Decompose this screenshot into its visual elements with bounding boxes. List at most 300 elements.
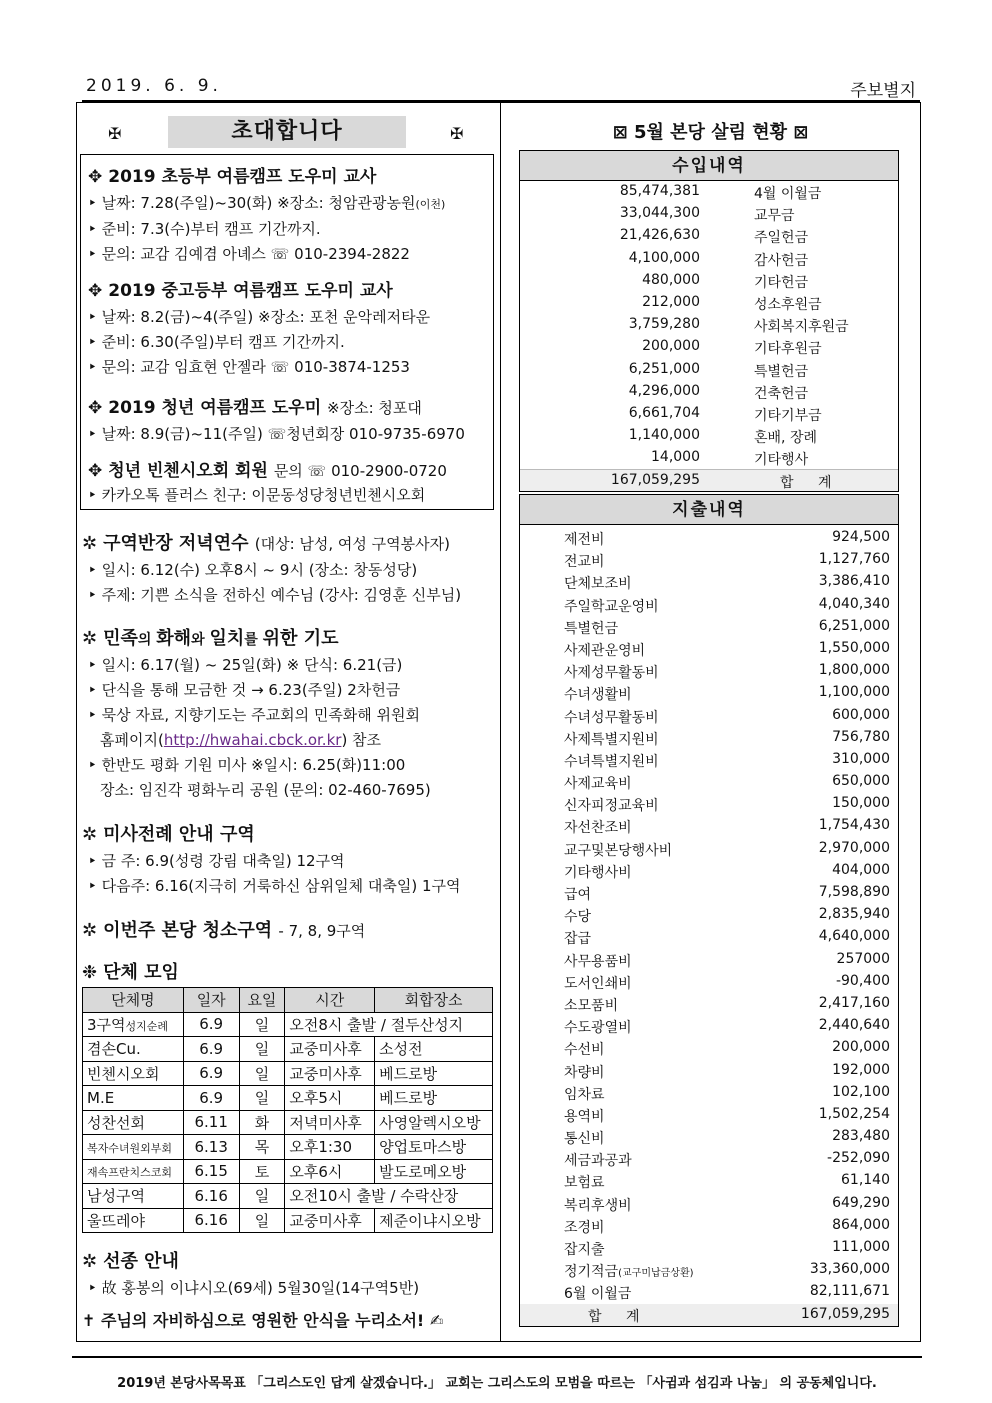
- expense-row: [520, 1193, 898, 1215]
- expense-amount: 310,000: [832, 750, 890, 767]
- expense-name-text: 사제관운영비: [564, 642, 646, 659]
- expense-row: [520, 616, 898, 638]
- expense-row: [520, 682, 898, 704]
- group-time: 저녁미사후: [285, 1110, 375, 1135]
- group-place: 사영알렉시오방: [375, 1110, 493, 1135]
- income-name: 기타후원금: [754, 341, 822, 358]
- expense-row: [520, 749, 898, 771]
- expense-name: [564, 795, 659, 815]
- expense-row: [520, 1015, 898, 1037]
- expense-name: [564, 751, 659, 771]
- expense-name: [564, 662, 659, 682]
- table-row: [83, 1110, 493, 1135]
- expense-name-text: 정기적금: [564, 1264, 619, 1281]
- expense-name-text: 자선찬조비: [564, 820, 632, 837]
- group-date: 6.13: [183, 1135, 239, 1160]
- group-name-cell: [83, 1159, 184, 1184]
- group-name: 빈첸시오회: [87, 1064, 160, 1083]
- expense-name-text: 단체보조비: [564, 576, 632, 593]
- income-name: 기타기부금: [754, 407, 822, 424]
- section-obituary: [82, 1247, 419, 1301]
- expense-name: [564, 1239, 605, 1259]
- income-amount: 6,251,000: [628, 360, 700, 377]
- section-cleaning-district: [82, 916, 365, 942]
- section-title: 단체 모임: [103, 962, 179, 983]
- table-row: [83, 1012, 493, 1037]
- section-liturgy-district: [82, 820, 460, 899]
- table-row: [83, 1208, 493, 1233]
- candle-icon: ✝: [82, 1311, 96, 1330]
- expense-name: [564, 906, 591, 926]
- prep-line: ‣ 준비: 6.30(주일)부터 캠프 기간까지.: [88, 333, 345, 351]
- expense-total-row: [520, 1304, 898, 1326]
- group-day: 화: [239, 1110, 285, 1135]
- income-name: 특별헌금: [754, 363, 809, 380]
- group-time-place: 오전8시 출발 / 절두산성지: [285, 1012, 493, 1037]
- materials-line: ‣ 묵상 자료, 지향기도는 주교회의 민족화해 위원회: [88, 706, 421, 724]
- cross-mark-icon: ✥: [88, 167, 103, 187]
- group-day: 토: [239, 1159, 285, 1184]
- income-total-label: 합 계: [780, 475, 842, 492]
- expense-name-text: 교구및본당행사비: [564, 842, 673, 859]
- venue-line: 장소: 임진각 평화누리 공원 (문의: 02-460-7695): [100, 781, 431, 799]
- expense-amount: 1,800,000: [818, 662, 890, 679]
- finance-title: [500, 118, 921, 144]
- finance-title-text: 5월 본당 살림 현황: [633, 122, 788, 143]
- prayer-text: 주님의 자비하심으로 영원한 안식을 누리소서!: [100, 1311, 425, 1330]
- expense-amount: 82,111,671: [809, 1283, 890, 1300]
- expense-row: [520, 771, 898, 793]
- expense-amount: 924,500: [832, 529, 890, 545]
- section-reconciliation-prayer: [82, 624, 431, 803]
- income-name: 혼배, 장례: [754, 430, 817, 447]
- expense-header: 지출내역: [520, 495, 898, 525]
- table-row: [83, 1061, 493, 1086]
- expense-amount: 7,598,890: [818, 884, 890, 900]
- expense-amount: -90,400: [835, 972, 890, 989]
- expense-name: [564, 951, 632, 971]
- group-date: 6.9: [183, 1086, 239, 1111]
- expense-name: [564, 862, 632, 882]
- expense-amount: 4,040,340: [818, 595, 890, 612]
- table-row: [83, 1135, 493, 1160]
- income-row: [520, 292, 898, 314]
- expense-row: [520, 727, 898, 749]
- income-amount: 4,100,000: [628, 249, 700, 266]
- group-time: 오후6시: [285, 1159, 375, 1184]
- expense-row: [520, 1237, 898, 1259]
- cross-icon: ✠: [450, 124, 464, 143]
- group-time: 오후5시: [285, 1086, 375, 1111]
- group-meetings-table: [82, 987, 493, 1233]
- table-row: [83, 1037, 493, 1062]
- income-name: 주일헌금: [754, 230, 809, 247]
- expense-name: [564, 973, 632, 993]
- expense-amount: 33,360,000: [809, 1261, 890, 1278]
- cross-mark-icon: ✥: [88, 461, 103, 481]
- expense-name: [564, 529, 605, 549]
- expense-name-text: 임차료: [564, 1086, 605, 1103]
- expense-amount: 404,000: [832, 861, 890, 878]
- cross-mark-icon: ✥: [88, 398, 103, 418]
- group-name-cell: [83, 1110, 184, 1135]
- expense-name: [564, 551, 605, 571]
- homepage-label: 홈페이지(: [100, 731, 164, 749]
- expense-row: [520, 1148, 898, 1170]
- expense-name: [564, 1106, 605, 1126]
- group-name-cell: [83, 1086, 184, 1111]
- group-day: 일: [239, 1012, 285, 1037]
- group-name-note: 성지순례: [125, 1019, 169, 1033]
- expense-name: [564, 1128, 605, 1148]
- date-line: ‣ 날짜: 8.2(금)~4(주일) ※장소: 포천 운악레저타운: [88, 308, 431, 326]
- expense-amount: 192,000: [832, 1061, 890, 1078]
- group-day: 목: [239, 1135, 285, 1160]
- expense-name: [564, 1261, 694, 1281]
- expense-row: [520, 549, 898, 571]
- expense-amount: 257000: [836, 950, 890, 967]
- expense-name-text: 세금과공과: [564, 1153, 632, 1170]
- group-date: 6.11: [183, 1110, 239, 1135]
- expense-total-amount: 167,059,295: [800, 1305, 890, 1322]
- income-table: [519, 150, 899, 492]
- title-part: 민족: [103, 628, 138, 649]
- income-amount: 3,759,280: [628, 316, 700, 333]
- group-date: 6.9: [183, 1012, 239, 1037]
- income-row: [520, 225, 898, 247]
- expense-amount: 2,417,160: [818, 994, 890, 1011]
- income-row: [520, 314, 898, 336]
- expense-row: [520, 1104, 898, 1126]
- expense-name-text: 수도광열비: [564, 1020, 632, 1037]
- expense-row: [520, 882, 898, 904]
- group-date: 6.16: [183, 1184, 239, 1209]
- income-name: 사회복지후원금: [754, 319, 849, 336]
- this-week-line: ‣ 금 주: 6.9(성령 강림 대축일) 12구역: [88, 852, 345, 870]
- income-name: 교무금: [754, 208, 795, 225]
- box-mark-icon: ⊠: [793, 122, 809, 143]
- title-part: 위한 기도: [262, 628, 339, 649]
- table-header-row: [83, 988, 493, 1013]
- expense-amount: 1,100,000: [818, 684, 890, 701]
- income-amount: 33,044,300: [619, 205, 700, 222]
- expense-amount: 650,000: [832, 773, 890, 790]
- bulletin-tag: 주보별지: [850, 81, 916, 101]
- income-amount: 200,000: [642, 338, 700, 355]
- section-district-leaders: [82, 529, 461, 608]
- column-divider: [500, 102, 501, 1342]
- expense-name: [564, 773, 632, 793]
- group-date: 6.15: [183, 1159, 239, 1184]
- group-time: 교중미사후: [285, 1208, 375, 1233]
- expense-name: [564, 1150, 632, 1170]
- obituary-line: ‣ 故 홍봉의 이냐시오(69세) 5월30일(14구역5반): [88, 1279, 420, 1297]
- prayer-line: [82, 1308, 494, 1331]
- income-row: [520, 425, 898, 447]
- title-part: 일치: [209, 628, 245, 649]
- expense-amount: 2,970,000: [818, 839, 890, 856]
- income-row: [520, 181, 898, 203]
- bulletin-date: 2019. 6. 9.: [86, 76, 222, 96]
- income-name: 성소후원금: [754, 296, 822, 313]
- income-amount: 21,426,630: [619, 227, 700, 244]
- expense-name-text: 제전비: [564, 532, 605, 548]
- column-header: 요일: [239, 988, 285, 1013]
- expense-name: [564, 1217, 605, 1237]
- income-name: 기타헌금: [754, 274, 809, 291]
- group-name-note: 재속프란치스코회: [87, 1166, 173, 1180]
- prep-line: ‣ 준비: 7.3(수)부터 캠프 기간까지.: [88, 220, 321, 238]
- box-mark-icon: ⊠: [612, 122, 628, 143]
- income-row: [520, 248, 898, 270]
- expense-row: [520, 815, 898, 837]
- income-row: [520, 270, 898, 292]
- income-amount: 212,000: [642, 293, 700, 310]
- expense-name-text: 소모품비: [564, 997, 619, 1014]
- expense-name-text: 용역비: [564, 1108, 605, 1125]
- income-name: 감사헌금: [754, 252, 809, 269]
- income-amount: 85,474,381: [619, 183, 700, 199]
- expense-amount: 756,780: [832, 728, 890, 745]
- footer-rule: [72, 1356, 922, 1358]
- expense-amount: 4,640,000: [818, 928, 890, 945]
- section-title: 구역반장 저녁연수: [103, 533, 249, 554]
- group-time: 교중미사후: [285, 1037, 375, 1062]
- fasting-line: ‣ 단식을 통해 모금한 것 → 6.23(주일) 2차헌금: [88, 681, 401, 699]
- expense-name: [564, 928, 591, 948]
- expense-name-text: 도서인쇄비: [564, 975, 632, 992]
- group-name-cell: [83, 1135, 184, 1160]
- expense-name: [564, 640, 645, 660]
- income-total-amount: 167,059,295: [610, 472, 700, 489]
- expense-amount: 6,251,000: [818, 617, 890, 634]
- expense-name: [564, 1062, 605, 1082]
- expense-name: [564, 596, 659, 616]
- group-time: 오후1:30: [285, 1135, 375, 1160]
- expense-name: [564, 1195, 632, 1215]
- topic-line: ‣ 주제: 기쁜 소식을 전하신 예수님 (강사: 김영훈 신부님): [88, 586, 462, 604]
- expense-total-label: 합 계: [588, 1308, 650, 1325]
- group-name: 성찬선회: [87, 1113, 145, 1132]
- expense-name-text: 급여: [564, 887, 592, 903]
- expense-name: [564, 729, 659, 749]
- expense-row: [520, 838, 898, 860]
- mass-line: ‣ 한반도 평화 기원 미사 ※일시: 6.25(화)11:00: [88, 756, 406, 774]
- section-subtitle: (대상: 남성, 여성 구역봉사자): [254, 535, 450, 553]
- group-name-cell: [83, 1037, 184, 1062]
- expense-amount: 1,502,254: [818, 1105, 890, 1122]
- group-name-cell: [83, 1208, 184, 1233]
- expense-name: [564, 1039, 605, 1059]
- expense-name-text: 특별헌금: [564, 620, 619, 637]
- block-title: 2019 초등부 여름캠프 도우미 교사: [108, 167, 377, 187]
- expense-row: [520, 793, 898, 815]
- expense-name-text: 보험료: [564, 1175, 605, 1192]
- expense-amount: 2,835,940: [818, 906, 890, 923]
- group-date: 6.9: [183, 1037, 239, 1062]
- income-row: [520, 381, 898, 403]
- expense-amount: 2,440,640: [818, 1017, 890, 1034]
- invite-block-elementary: [88, 162, 445, 267]
- group-day: 일: [239, 1208, 285, 1233]
- expense-name-text: 조경비: [564, 1219, 605, 1236]
- expense-name: [564, 1017, 632, 1037]
- flower-icon: ❉: [82, 962, 98, 983]
- income-row: [520, 336, 898, 358]
- expense-row: [520, 993, 898, 1015]
- table-row: [83, 1086, 493, 1111]
- group-name-cell: [83, 1061, 184, 1086]
- expense-table: [519, 494, 899, 1327]
- expense-row: [520, 1037, 898, 1059]
- expense-name-text: 기타행사비: [564, 864, 632, 881]
- bulletin-header: [82, 76, 920, 102]
- invite-block-youth: [88, 393, 465, 447]
- income-header: 수입내역: [520, 151, 898, 181]
- expense-row: [520, 1126, 898, 1148]
- income-row: [520, 447, 898, 469]
- star-icon: ✲: [82, 920, 98, 941]
- expense-row: [520, 527, 898, 549]
- expense-name: [564, 618, 618, 638]
- section-title: 이번주 본당 청소구역: [103, 920, 273, 941]
- expense-name-text: 사제교육비: [564, 776, 632, 793]
- star-icon: ✲: [82, 824, 98, 845]
- group-day: 일: [239, 1184, 285, 1209]
- expense-name-note: (교구미납금상환): [618, 1268, 694, 1280]
- expense-amount: 1,754,430: [818, 817, 890, 834]
- expense-name-text: 주일학교운영비: [564, 598, 659, 615]
- star-icon: ✲: [82, 628, 98, 649]
- expense-row: [520, 1215, 898, 1237]
- block-place: ※장소: 청포대: [327, 399, 422, 417]
- expense-row: [520, 1259, 898, 1281]
- group-name-cell: [83, 1184, 184, 1209]
- column-header: 단체명: [83, 988, 184, 1013]
- block-contact: 문의 ☏ 010-2900-0720: [273, 462, 447, 480]
- group-day: 일: [239, 1086, 285, 1111]
- expense-amount: 111,000: [832, 1239, 890, 1255]
- date-line: ‣ 날짜: 8.9(금)~11(주일) ☏청년회장 010-9735-6970: [88, 425, 465, 443]
- expense-name: [564, 573, 632, 593]
- block-title: 2019 청년 여름캠프 도우미: [108, 398, 322, 418]
- expense-name: [564, 884, 591, 904]
- expense-name-text: 잡급: [564, 931, 592, 948]
- income-row: [520, 403, 898, 425]
- expense-name-text: 수녀성무활동비: [564, 709, 659, 726]
- group-name: 남성구역: [87, 1187, 145, 1206]
- expense-row: [520, 1082, 898, 1104]
- expense-name-text: 차량비: [564, 1064, 605, 1081]
- title-part: 의: [137, 632, 157, 648]
- expense-name-text: 통신비: [564, 1131, 605, 1148]
- expense-amount: 200,000: [832, 1039, 890, 1056]
- expense-name: [564, 840, 672, 860]
- expense-row: [520, 949, 898, 971]
- expense-row: [520, 1170, 898, 1192]
- block-title: 청년 빈첸시오회 회원: [108, 461, 268, 481]
- income-row: [520, 203, 898, 225]
- income-amount: 4,296,000: [628, 382, 700, 399]
- quill-icon: ✍: [429, 1311, 444, 1330]
- income-amount: 480,000: [642, 271, 700, 288]
- group-name: 울뜨레야: [87, 1211, 145, 1230]
- group-time-place: 오전10시 출발 / 수락산장: [285, 1184, 493, 1209]
- expense-name: [564, 684, 632, 704]
- expense-row: [520, 1281, 898, 1303]
- expense-name-text: 사무용품비: [564, 953, 632, 970]
- kakao-line: ‣ 카카오톡 플러스 친구: 이문동성당청년빈첸시오회: [88, 486, 426, 504]
- contact-line: ‣ 문의: 교감 임효현 안젤라 ☏ 010-3874-1253: [88, 358, 410, 376]
- expense-amount: 3,386,410: [818, 573, 890, 590]
- star-icon: ✲: [82, 1251, 98, 1272]
- expense-name-text: 수녀특별지원비: [564, 753, 659, 770]
- expense-amount: 864,000: [832, 1216, 890, 1233]
- table-row: [83, 1159, 493, 1184]
- column-header: 시간: [285, 988, 375, 1013]
- expense-amount: 600,000: [832, 706, 890, 723]
- column-header: 일자: [183, 988, 239, 1013]
- place-note: (이천): [415, 198, 446, 211]
- income-name: 4월 이월금: [754, 186, 822, 202]
- expense-row: [520, 705, 898, 727]
- section-group-meetings: [82, 958, 179, 984]
- expense-row: [520, 904, 898, 926]
- income-name: 기타행사: [754, 452, 809, 469]
- homepage-link[interactable]: http://hwahai.cbck.or.kr: [163, 731, 342, 749]
- block-title: 2019 중고등부 여름캠프 도우미 교사: [108, 281, 393, 301]
- expense-row: [520, 660, 898, 682]
- income-total-row: [520, 469, 898, 491]
- group-place: 제준이냐시오방: [375, 1208, 493, 1233]
- income-row: [520, 359, 898, 381]
- income-amount: 1,140,000: [628, 427, 700, 444]
- expense-amount: -252,090: [827, 1150, 890, 1167]
- expense-name-text: 수선비: [564, 1042, 605, 1059]
- pastoral-motto: 2019년 본당사목목표 「그리스도인 답게 살겠습니다.」 교회는 그리스도의 모범을 따르는 「사귐과 섬김과 나눔」 의 공동체입니다.: [117, 1376, 877, 1391]
- group-name: M.E: [87, 1088, 115, 1107]
- invite-block-vincent: [88, 456, 447, 508]
- expense-name: [564, 707, 659, 727]
- next-week-line: ‣ 다음주: 6.16(지극히 거룩하신 삼위일체 대축일) 1구역: [88, 877, 461, 895]
- expense-amount: 150,000: [832, 795, 890, 812]
- expense-amount: 102,100: [832, 1083, 890, 1100]
- group-date: 6.9: [183, 1061, 239, 1086]
- expense-name: [564, 1172, 605, 1192]
- expense-row: [520, 571, 898, 593]
- expense-amount: 1,127,760: [818, 551, 890, 568]
- income-amount: 6,661,704: [628, 404, 700, 421]
- group-name: 3구역: [87, 1015, 126, 1034]
- expense-name-text: 수녀생활비: [564, 687, 632, 704]
- expense-name-text: 잡지출: [564, 1242, 605, 1258]
- expense-amount: 61,140: [841, 1172, 890, 1189]
- cross-icon: ✠: [108, 124, 122, 143]
- cross-mark-icon: ✥: [88, 281, 103, 301]
- schedule-line: ‣ 일시: 6.12(수) 오후8시 ~ 9시 (장소: 창동성당): [88, 561, 418, 579]
- schedule-line: ‣ 일시: 6.17(월) ~ 25일(화) ※ 단식: 6.21(금): [88, 656, 403, 674]
- star-icon: ✲: [82, 533, 98, 554]
- title-part: 를: [244, 632, 263, 648]
- group-name: 겸손Cu.: [87, 1040, 141, 1059]
- income-name: 건축헌금: [754, 385, 809, 402]
- group-name-note: 복자수녀원외부회: [87, 1141, 173, 1155]
- invite-block-middle-high: [88, 276, 430, 380]
- expense-name-text: 복리후생비: [564, 1197, 632, 1214]
- group-place: 베드로방: [375, 1061, 493, 1086]
- expense-row: [520, 860, 898, 882]
- expense-amount: 649,290: [832, 1194, 890, 1211]
